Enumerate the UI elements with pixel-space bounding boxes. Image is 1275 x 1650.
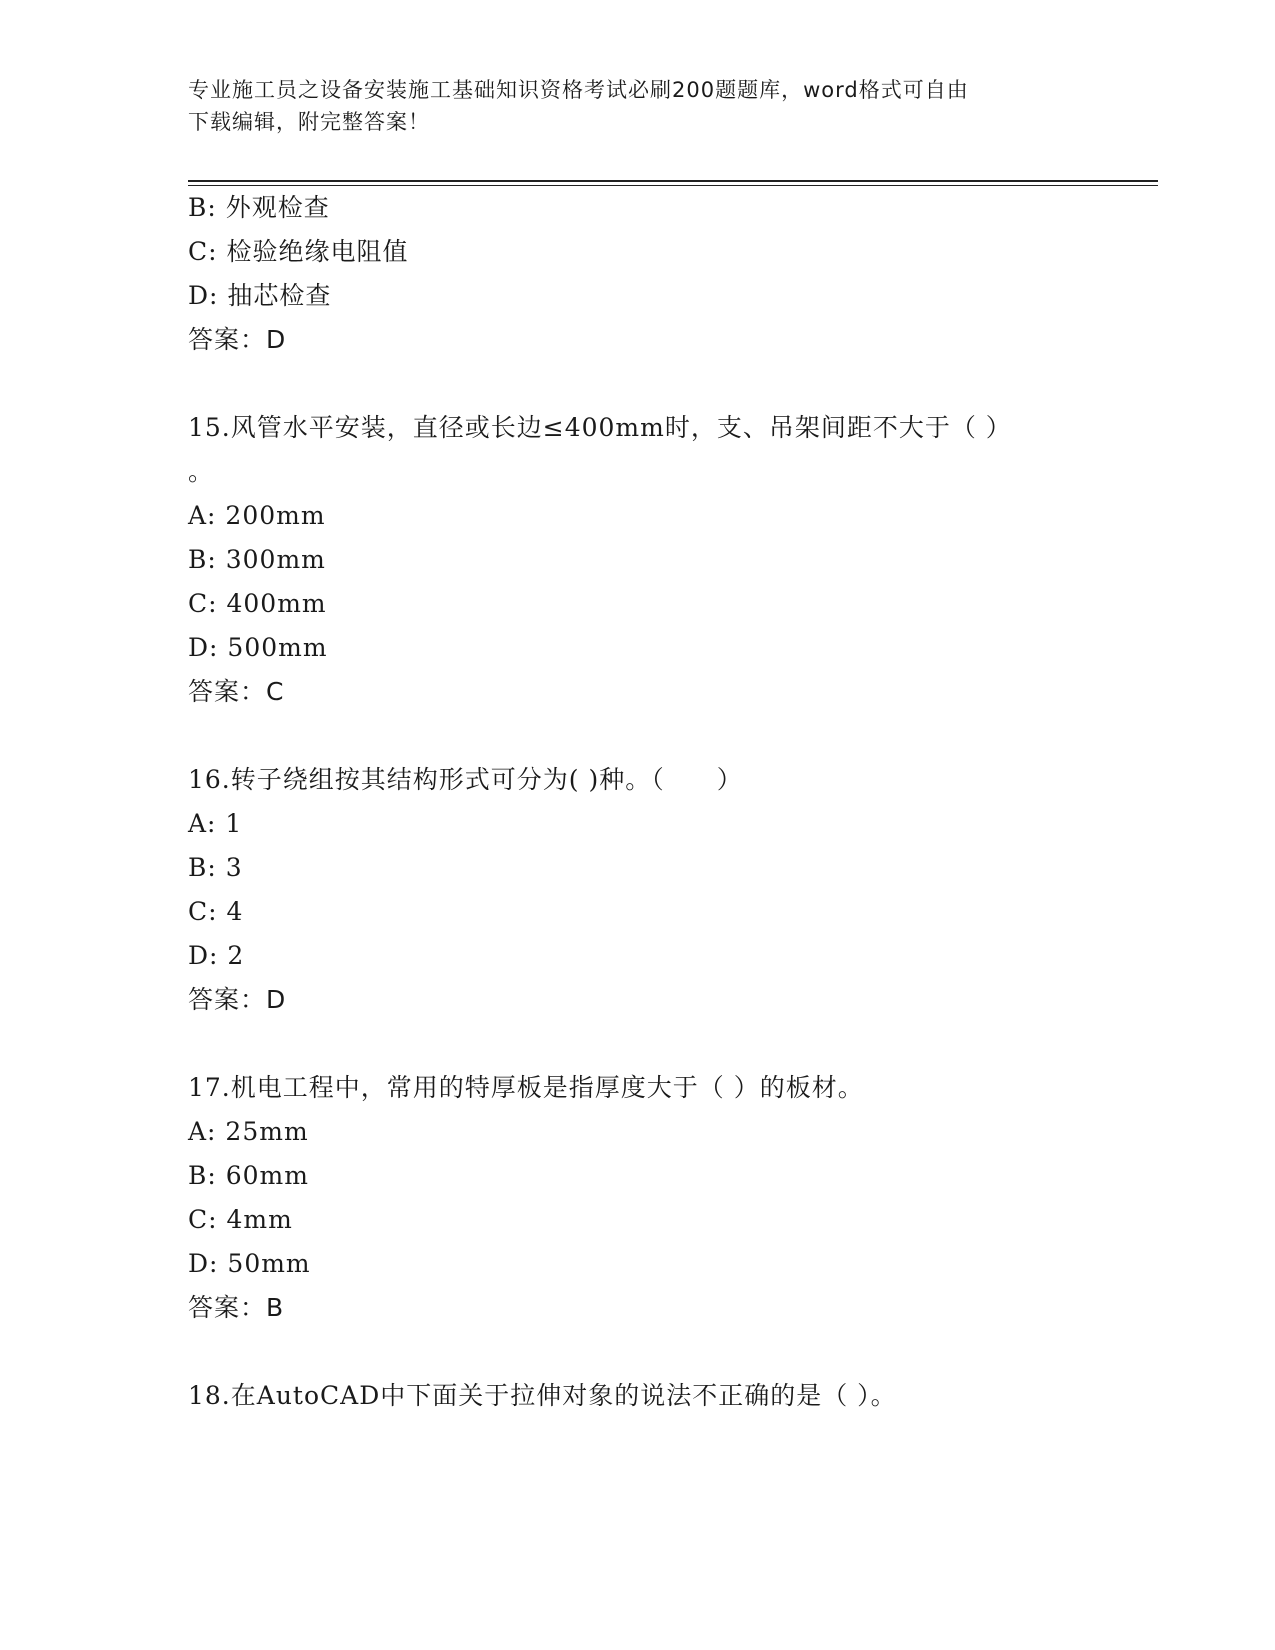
q15-option-c: C: 400mm [188,589,327,618]
q16-option-b: B: 3 [188,853,243,882]
q18-stem: 18.在AutoCAD中下面关于拉伸对象的说法不正确的是（ ）。 [188,1381,897,1410]
q15-option-d: D: 500mm [188,633,328,662]
document-header [188,74,1088,138]
q14-answer: 答案：D [188,325,287,354]
q14-option-d: D: 抽芯检查 [188,281,332,310]
q17-option-c: C: 4mm [188,1205,293,1234]
q15-answer: 答案：C [188,677,285,706]
q17-stem: 17.机电工程中，常用的特厚板是指厚度大于（ ）的板材。 [188,1073,864,1102]
header-line-2: 下载编辑，附完整答案！ [188,110,430,134]
q17-answer: 答案：B [188,1293,285,1322]
q17-option-a: A: 25mm [188,1117,309,1146]
q16-option-c: C: 4 [188,897,244,926]
q15-stem-continued: 。 [188,457,215,486]
q14-option-c: C: 检验绝缘电阻值 [188,237,409,266]
header-divider-thin [188,185,1158,186]
q17-option-b: B: 60mm [188,1161,309,1190]
q15-option-a: A: 200mm [188,501,326,530]
q16-answer: 答案：D [188,985,287,1014]
q15-option-b: B: 300mm [188,545,326,574]
q15-stem: 15.风管水平安装，直径或长边≤400mm时，支、吊架间距不大于（ ） [188,413,1012,442]
q14-option-b: B: 外观检查 [188,193,330,222]
header-divider-thick [188,180,1158,182]
q17-option-d: D: 50mm [188,1249,311,1278]
q16-stem: 16.转子绕组按其结构形式可分为( )种。（ ） [188,765,743,794]
header-line-1: 专业施工员之设备安装施工基础知识资格考试必刷200题题库，word格式可自由 [188,78,969,102]
q16-option-d: D: 2 [188,941,245,970]
q16-option-a: A: 1 [188,809,243,838]
